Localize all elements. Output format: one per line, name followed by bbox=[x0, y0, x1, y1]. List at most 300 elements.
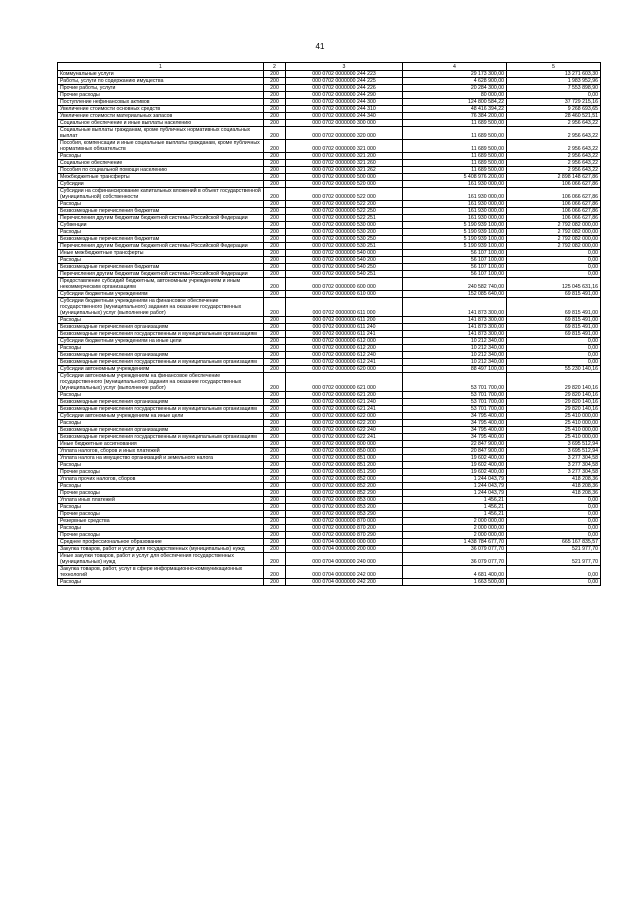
row-approved: 124 800 584,22 bbox=[403, 99, 507, 106]
row-name: Закупка товаров, работ и услуг для государственных (муниципальных) нужд bbox=[58, 546, 264, 553]
row-executed: 521 977,70 bbox=[507, 546, 601, 553]
row-name: Расходы bbox=[58, 153, 264, 160]
row-name: Безвозмездные перечисления государственным и муниципальным организациям bbox=[58, 434, 264, 441]
table-row bbox=[58, 243, 601, 250]
row-line-code: 200 bbox=[264, 250, 286, 257]
table-row bbox=[58, 579, 601, 586]
row-name: Безвозмездные перечисления организациям bbox=[58, 324, 264, 331]
row-approved: 5 190 939 100,00 bbox=[403, 222, 507, 229]
row-approved: 88 497 100,00 bbox=[403, 366, 507, 373]
row-budget-code: 000 0702 0000000 612 000 bbox=[286, 338, 403, 345]
row-line-code: 200 bbox=[264, 127, 286, 140]
row-approved: 141 873 300,00 bbox=[403, 298, 507, 317]
row-line-code: 200 bbox=[264, 427, 286, 434]
row-name: Расходы bbox=[58, 579, 264, 586]
row-name: Безвозмездные перечисления организациям bbox=[58, 352, 264, 359]
header-cell-line-code: 2 bbox=[264, 63, 286, 71]
row-line-code: 200 bbox=[264, 291, 286, 298]
row-name: Уплата прочих налогов, сборов bbox=[58, 476, 264, 483]
row-name: Поступление нефинансовых активов bbox=[58, 99, 264, 106]
row-line-code: 200 bbox=[264, 546, 286, 553]
table-row bbox=[58, 476, 601, 483]
row-budget-code: 000 0702 0000000 321 200 bbox=[286, 153, 403, 160]
table-row bbox=[58, 229, 601, 236]
row-executed: 2 956 643,22 bbox=[507, 167, 601, 174]
row-approved: 161 930 000,00 bbox=[403, 188, 507, 201]
row-name: Расходы bbox=[58, 229, 264, 236]
table-row bbox=[58, 366, 601, 373]
row-budget-code: 000 0702 0000000 800 000 bbox=[286, 441, 403, 448]
row-budget-code: 000 0702 0000000 522 251 bbox=[286, 215, 403, 222]
row-line-code: 200 bbox=[264, 257, 286, 264]
row-line-code: 200 bbox=[264, 201, 286, 208]
row-name: Безвозмездные перечисления государственным и муниципальным организациям bbox=[58, 331, 264, 338]
row-name: Расходы bbox=[58, 345, 264, 352]
row-budget-code: 000 0702 0000000 853 200 bbox=[286, 504, 403, 511]
table-row bbox=[58, 298, 601, 317]
row-line-code: 200 bbox=[264, 497, 286, 504]
row-line-code: 200 bbox=[264, 140, 286, 153]
row-approved: 141 873 300,00 bbox=[403, 324, 507, 331]
row-line-code: 200 bbox=[264, 92, 286, 99]
row-approved: 11 689 500,00 bbox=[403, 127, 507, 140]
row-budget-code: 000 0702 0000000 852 000 bbox=[286, 476, 403, 483]
row-budget-code: 000 0702 0000000 620 000 bbox=[286, 366, 403, 373]
row-budget-code: 000 0702 0000000 530 250 bbox=[286, 236, 403, 243]
table-row bbox=[58, 331, 601, 338]
row-executed: 0,00 bbox=[507, 92, 601, 99]
row-name: Расходы bbox=[58, 201, 264, 208]
row-approved: 1 244 043,79 bbox=[403, 483, 507, 490]
row-approved: 2 000 000,00 bbox=[403, 525, 507, 532]
row-name: Безвозмездные перечисления бюджетам bbox=[58, 208, 264, 215]
table-row bbox=[58, 448, 601, 455]
row-name: Коммунальные услуги bbox=[58, 71, 264, 78]
row-name: Иные закупки товаров, работ и услуг для обеспечения государственных (муниципальных) нужд bbox=[58, 553, 264, 566]
table-row bbox=[58, 201, 601, 208]
row-line-code: 200 bbox=[264, 338, 286, 345]
row-line-code: 200 bbox=[264, 420, 286, 427]
row-line-code: 200 bbox=[264, 222, 286, 229]
table-row bbox=[58, 469, 601, 476]
row-executed: 106 066 627,86 bbox=[507, 201, 601, 208]
table-row bbox=[58, 92, 601, 99]
table-row bbox=[58, 420, 601, 427]
row-budget-code: 000 0702 0000000 321 000 bbox=[286, 140, 403, 153]
row-executed: 3 277 304,58 bbox=[507, 455, 601, 462]
row-line-code: 200 bbox=[264, 208, 286, 215]
table-row bbox=[58, 566, 601, 579]
row-budget-code: 000 0702 0000000 622 241 bbox=[286, 434, 403, 441]
table-row bbox=[58, 250, 601, 257]
row-name: Безвозмездные перечисления организациям bbox=[58, 399, 264, 406]
row-approved: 1 456,21 bbox=[403, 504, 507, 511]
row-executed: 9 268 693,65 bbox=[507, 106, 601, 113]
row-approved: 141 873 300,00 bbox=[403, 331, 507, 338]
row-approved: 19 602 400,00 bbox=[403, 455, 507, 462]
row-name: Закупка товаров, работ, услуг в сфере информационно-коммуникационных технологий bbox=[58, 566, 264, 579]
row-name: Безвозмездные перечисления организациям bbox=[58, 427, 264, 434]
row-budget-code: 000 0702 0000000 621 241 bbox=[286, 406, 403, 413]
row-line-code: 200 bbox=[264, 566, 286, 579]
row-name: Субсидии автономным учреждениям на финансовое обеспечение государственного (муниципального) задания на оказание государственных (муниципальных) услуг (выполнение работ) bbox=[58, 373, 264, 392]
row-approved: 36 079 077,70 bbox=[403, 553, 507, 566]
row-line-code: 200 bbox=[264, 345, 286, 352]
row-executed: 0,00 bbox=[507, 352, 601, 359]
row-line-code: 200 bbox=[264, 434, 286, 441]
row-executed: 418 208,36 bbox=[507, 483, 601, 490]
row-approved: 11 689 500,00 bbox=[403, 160, 507, 167]
table-row bbox=[58, 399, 601, 406]
row-executed: 2 792 082 000,00 bbox=[507, 243, 601, 250]
row-line-code: 200 bbox=[264, 553, 286, 566]
row-approved: 141 873 300,00 bbox=[403, 317, 507, 324]
table-row bbox=[58, 324, 601, 331]
row-executed: 28 460 521,51 bbox=[507, 113, 601, 120]
row-name: Прочие расходы bbox=[58, 469, 264, 476]
row-line-code: 200 bbox=[264, 413, 286, 420]
row-approved: 11 689 500,00 bbox=[403, 120, 507, 127]
row-line-code: 200 bbox=[264, 441, 286, 448]
row-budget-code: 000 0702 0000000 853 000 bbox=[286, 497, 403, 504]
row-line-code: 200 bbox=[264, 215, 286, 222]
row-approved: 10 212 340,00 bbox=[403, 338, 507, 345]
row-line-code: 200 bbox=[264, 399, 286, 406]
row-line-code: 200 bbox=[264, 167, 286, 174]
row-name: Перечисления другим бюджетам бюджетной системы Российской Федерации bbox=[58, 271, 264, 278]
row-executed: 125 045 631,16 bbox=[507, 278, 601, 291]
row-name: Субсидии bbox=[58, 181, 264, 188]
table-row bbox=[58, 539, 601, 546]
table-row bbox=[58, 106, 601, 113]
table-row bbox=[58, 345, 601, 352]
table-row bbox=[58, 455, 601, 462]
table-row bbox=[58, 140, 601, 153]
header-cell-approved: 4 bbox=[403, 63, 507, 71]
row-name: Расходы bbox=[58, 392, 264, 399]
table-row bbox=[58, 215, 601, 222]
row-approved: 161 930 000,00 bbox=[403, 208, 507, 215]
table-row bbox=[58, 174, 601, 181]
row-budget-code: 000 0702 0000000 612 200 bbox=[286, 345, 403, 352]
header-cell-name: 1 bbox=[58, 63, 264, 71]
table-row bbox=[58, 71, 601, 78]
row-budget-code: 000 0702 0000000 520 000 bbox=[286, 181, 403, 188]
row-executed: 3 695 512,94 bbox=[507, 448, 601, 455]
row-budget-code: 000 0702 0000000 622 200 bbox=[286, 420, 403, 427]
row-line-code: 200 bbox=[264, 331, 286, 338]
row-line-code: 200 bbox=[264, 181, 286, 188]
row-executed: 1 983 952,96 bbox=[507, 78, 601, 85]
row-budget-code: 000 0702 0000000 622 240 bbox=[286, 427, 403, 434]
row-budget-code: 000 0702 0000000 870 000 bbox=[286, 518, 403, 525]
row-approved: 80 000,00 bbox=[403, 92, 507, 99]
row-line-code: 200 bbox=[264, 476, 286, 483]
table-row bbox=[58, 546, 601, 553]
table-row bbox=[58, 427, 601, 434]
row-executed: 0,00 bbox=[507, 579, 601, 586]
row-approved: 76 384 200,00 bbox=[403, 113, 507, 120]
row-line-code: 200 bbox=[264, 99, 286, 106]
row-approved: 1 456,21 bbox=[403, 511, 507, 518]
row-executed: 3 277 304,58 bbox=[507, 462, 601, 469]
row-approved: 1 438 784 677,70 bbox=[403, 539, 507, 546]
row-budget-code: 000 0702 0000000 611 200 bbox=[286, 317, 403, 324]
row-name: Среднее профессиональное образование bbox=[58, 539, 264, 546]
row-line-code: 200 bbox=[264, 490, 286, 497]
row-executed: 2 898 148 627,86 bbox=[507, 174, 601, 181]
row-budget-code: 000 0702 0000000 611 240 bbox=[286, 324, 403, 331]
table-row bbox=[58, 85, 601, 92]
row-line-code: 200 bbox=[264, 298, 286, 317]
row-executed: 0,00 bbox=[507, 338, 601, 345]
row-name: Пособия, компенсации и иные социальные выплаты гражданам, кроме публичных нормативных обязательств bbox=[58, 140, 264, 153]
row-line-code: 200 bbox=[264, 188, 286, 201]
row-approved: 5 408 976 200,00 bbox=[403, 174, 507, 181]
row-approved: 11 689 500,00 bbox=[403, 140, 507, 153]
row-budget-code: 000 0702 0000000 621 000 bbox=[286, 373, 403, 392]
row-line-code: 200 bbox=[264, 366, 286, 373]
row-budget-code: 000 0702 0000000 320 000 bbox=[286, 127, 403, 140]
row-name: Расходы bbox=[58, 420, 264, 427]
row-approved: 34 795 400,00 bbox=[403, 427, 507, 434]
table-row bbox=[58, 278, 601, 291]
row-line-code: 200 bbox=[264, 174, 286, 181]
row-budget-code: 000 0704 0000000 242 200 bbox=[286, 579, 403, 586]
row-line-code: 200 bbox=[264, 106, 286, 113]
row-budget-code: 000 0702 0000000 621 200 bbox=[286, 392, 403, 399]
table-row bbox=[58, 236, 601, 243]
row-line-code: 200 bbox=[264, 406, 286, 413]
row-executed: 418 208,36 bbox=[507, 476, 601, 483]
row-approved: 53 701 700,00 bbox=[403, 373, 507, 392]
table-row bbox=[58, 462, 601, 469]
table-row bbox=[58, 271, 601, 278]
budget-report-table bbox=[57, 62, 601, 586]
row-budget-code: 000 0702 0000000 870 200 bbox=[286, 525, 403, 532]
row-name: Безвозмездные перечисления государственным и муниципальным организациям bbox=[58, 406, 264, 413]
row-line-code: 200 bbox=[264, 579, 286, 586]
row-budget-code: 000 0704 0000000 242 000 bbox=[286, 566, 403, 579]
row-budget-code: 000 0702 0000000 600 000 bbox=[286, 278, 403, 291]
row-budget-code: 000 0702 0000000 611 000 bbox=[286, 298, 403, 317]
row-line-code: 200 bbox=[264, 153, 286, 160]
row-line-code: 200 bbox=[264, 229, 286, 236]
row-name: Прочие работы, услуги bbox=[58, 85, 264, 92]
table-row bbox=[58, 497, 601, 504]
table-row bbox=[58, 518, 601, 525]
row-executed: 25 410 000,00 bbox=[507, 434, 601, 441]
row-line-code: 200 bbox=[264, 359, 286, 366]
table-row bbox=[58, 525, 601, 532]
row-executed: 29 820 140,16 bbox=[507, 373, 601, 392]
row-executed: 0,00 bbox=[507, 359, 601, 366]
row-executed: 69 815 491,00 bbox=[507, 331, 601, 338]
table-row bbox=[58, 153, 601, 160]
row-budget-code: 000 0702 0000000 244 340 bbox=[286, 113, 403, 120]
row-executed: 2 956 643,22 bbox=[507, 160, 601, 167]
table-row bbox=[58, 532, 601, 539]
table-row bbox=[58, 120, 601, 127]
row-executed: 0,00 bbox=[507, 525, 601, 532]
row-approved: 56 107 100,00 bbox=[403, 264, 507, 271]
row-budget-code: 000 0702 0000000 622 000 bbox=[286, 413, 403, 420]
row-budget-code: 000 0702 0000000 500 000 bbox=[286, 174, 403, 181]
row-executed: 7 553 898,90 bbox=[507, 85, 601, 92]
row-budget-code: 000 0702 0000000 530 200 bbox=[286, 229, 403, 236]
table-row bbox=[58, 373, 601, 392]
row-line-code: 200 bbox=[264, 120, 286, 127]
row-executed: 0,00 bbox=[507, 345, 601, 352]
row-name: Увеличение стоимости материальных запасов bbox=[58, 113, 264, 120]
row-approved: 56 107 100,00 bbox=[403, 271, 507, 278]
row-approved: 1 663 500,00 bbox=[403, 579, 507, 586]
header-cell-budget-code: 3 bbox=[286, 63, 403, 71]
row-executed: 0,00 bbox=[507, 271, 601, 278]
row-budget-code: 000 0702 0000000 522 000 bbox=[286, 188, 403, 201]
row-budget-code: 000 0702 0000000 611 241 bbox=[286, 331, 403, 338]
table-row bbox=[58, 291, 601, 298]
row-line-code: 200 bbox=[264, 236, 286, 243]
row-executed: 0,00 bbox=[507, 264, 601, 271]
row-executed: 106 066 627,86 bbox=[507, 188, 601, 201]
row-budget-code: 000 0702 0000000 850 000 bbox=[286, 448, 403, 455]
row-name: Безвозмездные перечисления бюджетам bbox=[58, 236, 264, 243]
row-budget-code: 000 0702 0000000 540 251 bbox=[286, 271, 403, 278]
row-line-code: 200 bbox=[264, 525, 286, 532]
row-budget-code: 000 0702 0000000 530 000 bbox=[286, 222, 403, 229]
row-budget-code: 000 0702 0000000 244 223 bbox=[286, 71, 403, 78]
table-row bbox=[58, 188, 601, 201]
row-approved: 19 602 400,00 bbox=[403, 469, 507, 476]
row-executed: 0,00 bbox=[507, 504, 601, 511]
row-name: Иные межбюджетные трансферты bbox=[58, 250, 264, 257]
row-executed: 2 792 082 000,00 bbox=[507, 229, 601, 236]
row-approved: 48 416 394,22 bbox=[403, 106, 507, 113]
row-executed: 69 815 491,00 bbox=[507, 317, 601, 324]
row-approved: 5 190 939 100,00 bbox=[403, 243, 507, 250]
row-budget-code: 000 0704 0000000 000 000 bbox=[286, 539, 403, 546]
row-name: Межбюджетные трансферты bbox=[58, 174, 264, 181]
row-budget-code: 000 0702 0000000 522 250 bbox=[286, 208, 403, 215]
row-name: Субвенции bbox=[58, 222, 264, 229]
row-line-code: 200 bbox=[264, 518, 286, 525]
table-row bbox=[58, 553, 601, 566]
row-name: Субсидии автономным учреждениям bbox=[58, 366, 264, 373]
table-row bbox=[58, 338, 601, 345]
row-line-code: 200 bbox=[264, 324, 286, 331]
table-row bbox=[58, 359, 601, 366]
row-name: Пособия по социальной помощи населению bbox=[58, 167, 264, 174]
row-name: Расходы bbox=[58, 525, 264, 532]
row-executed: 25 410 000,00 bbox=[507, 420, 601, 427]
row-budget-code: 000 0702 0000000 540 250 bbox=[286, 264, 403, 271]
row-name: Расходы bbox=[58, 317, 264, 324]
row-line-code: 200 bbox=[264, 264, 286, 271]
row-budget-code: 000 0702 0000000 540 000 bbox=[286, 250, 403, 257]
row-approved: 240 582 740,00 bbox=[403, 278, 507, 291]
row-executed: 2 956 643,22 bbox=[507, 127, 601, 140]
row-name: Иные бюджетные ассигнования bbox=[58, 441, 264, 448]
row-name: Социальное обеспечение bbox=[58, 160, 264, 167]
row-name: Предоставление субсидий бюджетным, автономным учреждениям и иным некоммерческим организациям bbox=[58, 278, 264, 291]
row-executed: 2 956 643,22 bbox=[507, 120, 601, 127]
row-name: Работы, услуги по содержанию имущества bbox=[58, 78, 264, 85]
row-approved: 20 847 900,00 bbox=[403, 448, 507, 455]
row-budget-code: 000 0702 0000000 244 310 bbox=[286, 106, 403, 113]
row-line-code: 200 bbox=[264, 271, 286, 278]
row-name: Субсидии бюджетным учреждениям bbox=[58, 291, 264, 298]
row-budget-code: 000 0702 0000000 852 290 bbox=[286, 490, 403, 497]
row-approved: 1 456,21 bbox=[403, 497, 507, 504]
table-row bbox=[58, 264, 601, 271]
row-budget-code: 000 0702 0000000 321 262 bbox=[286, 167, 403, 174]
table-row bbox=[58, 413, 601, 420]
table-body bbox=[58, 71, 601, 586]
row-budget-code: 000 0702 0000000 610 000 bbox=[286, 291, 403, 298]
row-name: Перечисления другим бюджетам бюджетной системы Российской Федерации bbox=[58, 243, 264, 250]
row-executed: 2 956 643,22 bbox=[507, 140, 601, 153]
row-budget-code: 000 0704 0000000 240 000 bbox=[286, 553, 403, 566]
row-executed: 106 066 627,86 bbox=[507, 181, 601, 188]
row-approved: 1 244 043,79 bbox=[403, 490, 507, 497]
row-budget-code: 000 0702 0000000 851 200 bbox=[286, 462, 403, 469]
row-line-code: 200 bbox=[264, 532, 286, 539]
row-approved: 11 689 500,00 bbox=[403, 153, 507, 160]
row-line-code: 200 bbox=[264, 352, 286, 359]
row-approved: 161 930 000,00 bbox=[403, 215, 507, 222]
row-name: Прочие расходы bbox=[58, 92, 264, 99]
row-approved: 34 795 400,00 bbox=[403, 434, 507, 441]
row-line-code: 200 bbox=[264, 78, 286, 85]
row-executed: 29 820 140,16 bbox=[507, 406, 601, 413]
table-row bbox=[58, 257, 601, 264]
row-executed: 2 956 643,22 bbox=[507, 153, 601, 160]
table-row bbox=[58, 99, 601, 106]
row-name: Социальные выплаты гражданам, кроме публичных нормативных социальных выплат bbox=[58, 127, 264, 140]
row-line-code: 200 bbox=[264, 243, 286, 250]
table-row bbox=[58, 113, 601, 120]
row-line-code: 200 bbox=[264, 539, 286, 546]
row-executed: 69 815 491,00 bbox=[507, 324, 601, 331]
row-budget-code: 000 0702 0000000 300 000 bbox=[286, 120, 403, 127]
row-approved: 11 689 500,00 bbox=[403, 167, 507, 174]
table-row bbox=[58, 167, 601, 174]
row-executed: 29 820 140,16 bbox=[507, 399, 601, 406]
row-approved: 4 681 400,00 bbox=[403, 566, 507, 579]
row-budget-code: 000 0702 0000000 244 300 bbox=[286, 99, 403, 106]
row-budget-code: 000 0702 0000000 852 200 bbox=[286, 483, 403, 490]
row-approved: 19 602 400,00 bbox=[403, 462, 507, 469]
row-executed: 0,00 bbox=[507, 532, 601, 539]
row-line-code: 200 bbox=[264, 373, 286, 392]
row-executed: 25 410 000,00 bbox=[507, 427, 601, 434]
row-approved: 1 244 043,79 bbox=[403, 476, 507, 483]
row-name: Социальное обеспечение и иные выплаты населению bbox=[58, 120, 264, 127]
row-name: Уплата налогов, сборов и иных платежей bbox=[58, 448, 264, 455]
row-line-code: 200 bbox=[264, 455, 286, 462]
row-name: Увеличение стоимости основных средств bbox=[58, 106, 264, 113]
row-approved: 161 930 000,00 bbox=[403, 201, 507, 208]
table-row bbox=[58, 434, 601, 441]
row-approved: 34 795 400,00 bbox=[403, 413, 507, 420]
row-executed: 0,00 bbox=[507, 257, 601, 264]
row-executed: 0,00 bbox=[507, 250, 601, 257]
row-name: Расходы bbox=[58, 462, 264, 469]
row-line-code: 200 bbox=[264, 317, 286, 324]
row-executed: 665 167 835,57 bbox=[507, 539, 601, 546]
row-approved: 53 701 700,00 bbox=[403, 406, 507, 413]
